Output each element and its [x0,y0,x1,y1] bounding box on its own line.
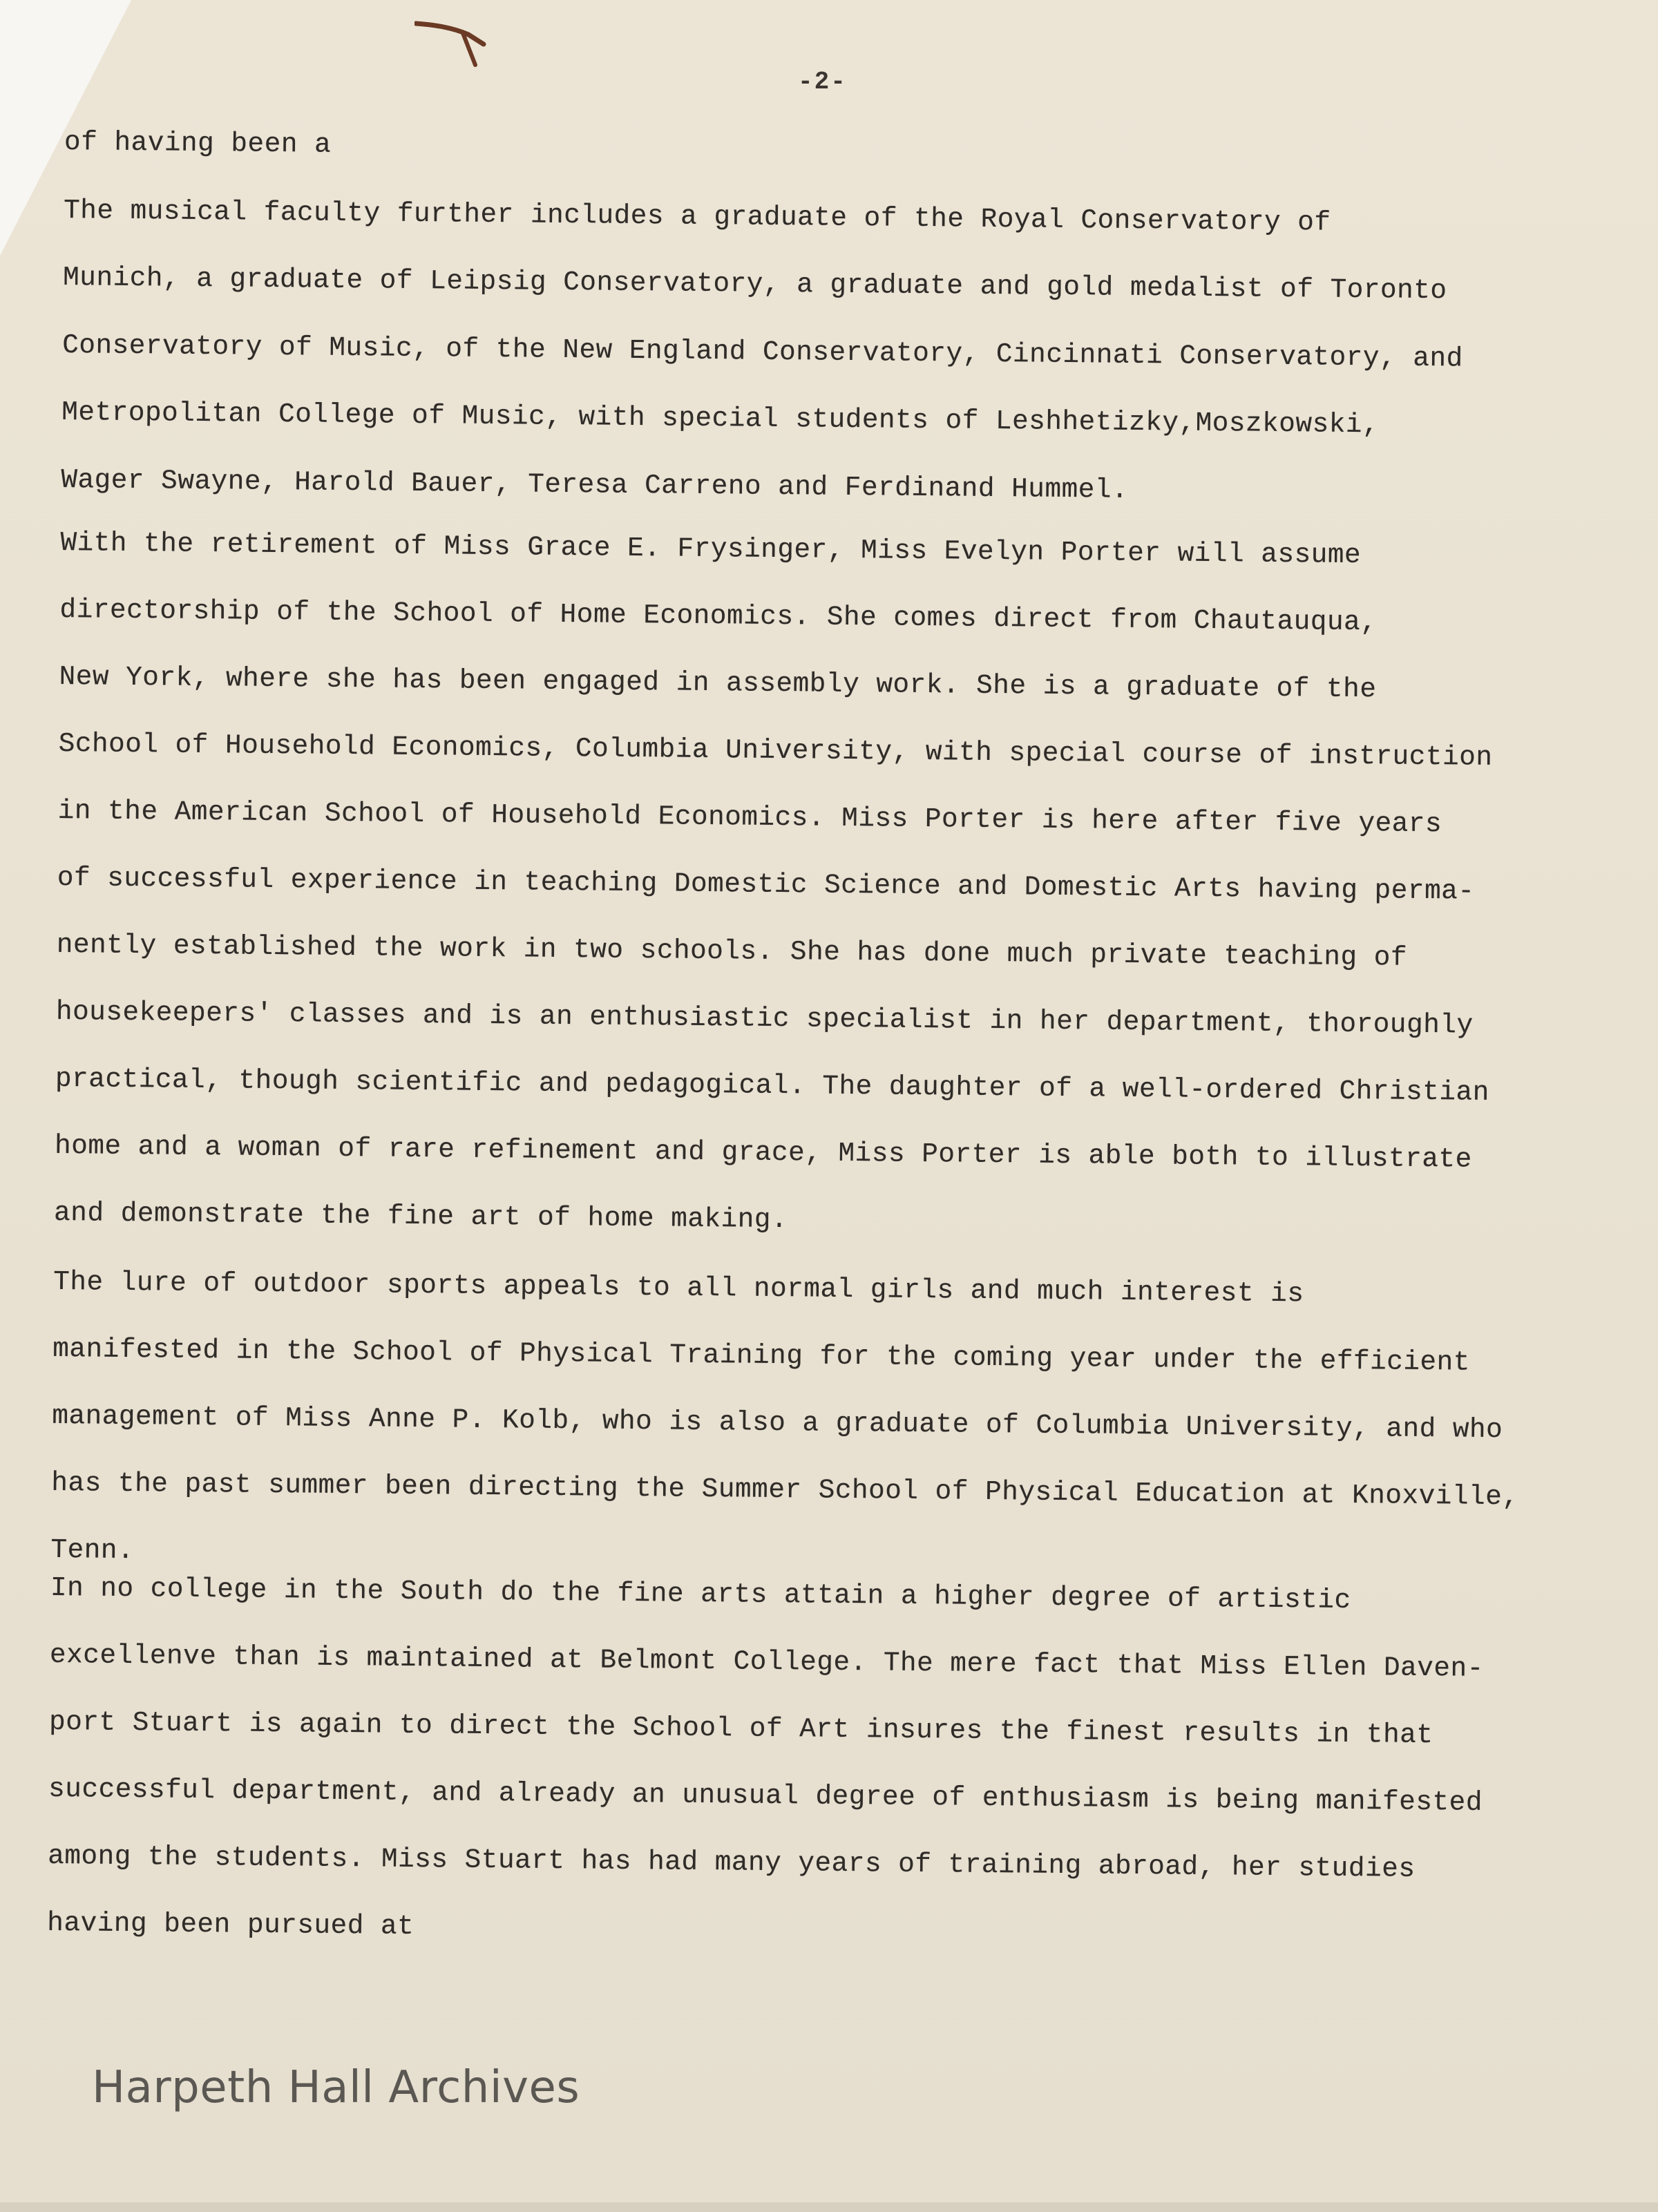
text-line: In no college in the South do the fine arts attain a higher degree of artistic [50,1572,1351,1616]
text-line: Metropolitan College of Music, with special students of Leshhetizky,Moszkowski, [61,396,1380,441]
text-line: nently established the work in two schools. She has done much private teaching of [56,928,1408,973]
text-line: Conservatory of Music, of the New England Conservatory, Cincinnati Conservatory, and [61,329,1463,374]
text-line: management of Miss Anne P. Kolb, who is also a graduate of Columbia University, and who [52,1400,1503,1446]
text-line: Munich, a graduate of Leipsig Conservatory, a graduate and gold medalist of Toronto [62,261,1447,307]
text-line: The musical faculty further includes a graduate of the Royal Conservatory of [63,194,1331,238]
text-line: of successful experience in teaching Domestic Science and Domestic Arts having perma- [57,861,1475,907]
text-line: The lure of outdoor sports appeals to all normal girls and much interest is [53,1266,1304,1310]
text-line: home and a woman of rare refinement and grace, Miss Porter is able both to illustrate [54,1129,1472,1175]
archive-watermark: Harpeth Hall Archives [92,2062,580,2113]
text-line: manifested in the School of Physical Training for the coming year under the efficient [53,1333,1471,1378]
text-line: successful department, and already an unusual degree of enthusiasm is being manifested [48,1773,1483,1818]
text-line: port Stuart is again to direct the School of Art insures the finest results in that [48,1706,1433,1751]
text-line: School of Household Economics, Columbia University, with special course of instruction [58,727,1493,773]
text-line: Wager Swayne, Harold Bauer, Teresa Carreno and Ferdinand Hummel. [61,464,1129,506]
text-line: practical, though scientific and pedagogical. The daughter of a well-ordered Christian [55,1062,1490,1108]
page-number: -2- [798,68,847,96]
text-line: of having been a [64,126,332,160]
text-line: and demonstrate the fine art of home making. [53,1196,788,1236]
text-line: excellenve than is maintained at Belmont College. The mere fact that Miss Ellen Daven- [49,1639,1485,1684]
text-line: With the retirement of Miss Grace E. Frysinger, Miss Evelyn Porter will assume [60,526,1362,571]
text-line: New York, where she has been engaged in assembly work. She is a graduate of the [59,660,1377,705]
text-line: has the past summer been directing the Summer School of Physical Education at Knoxville, [51,1467,1519,1513]
text-line: in the American School of Household Economics. Miss Porter is here after five years [57,794,1442,840]
text-line: among the students. Miss Stuart has had many years of training abroad, her studies [47,1840,1416,1885]
document-body [44,0,1551,2212]
text-line: directorship of the School of Home Economics. She comes direct from Chautauqua, [59,593,1378,638]
text-line: housekeepers' classes and is an enthusiastic specialist in her department, thoroughly [55,995,1474,1041]
text-line: Tenn. [50,1534,135,1567]
text-line: having been pursued at [47,1907,414,1942]
page-bottom-edge [0,2202,1658,2212]
